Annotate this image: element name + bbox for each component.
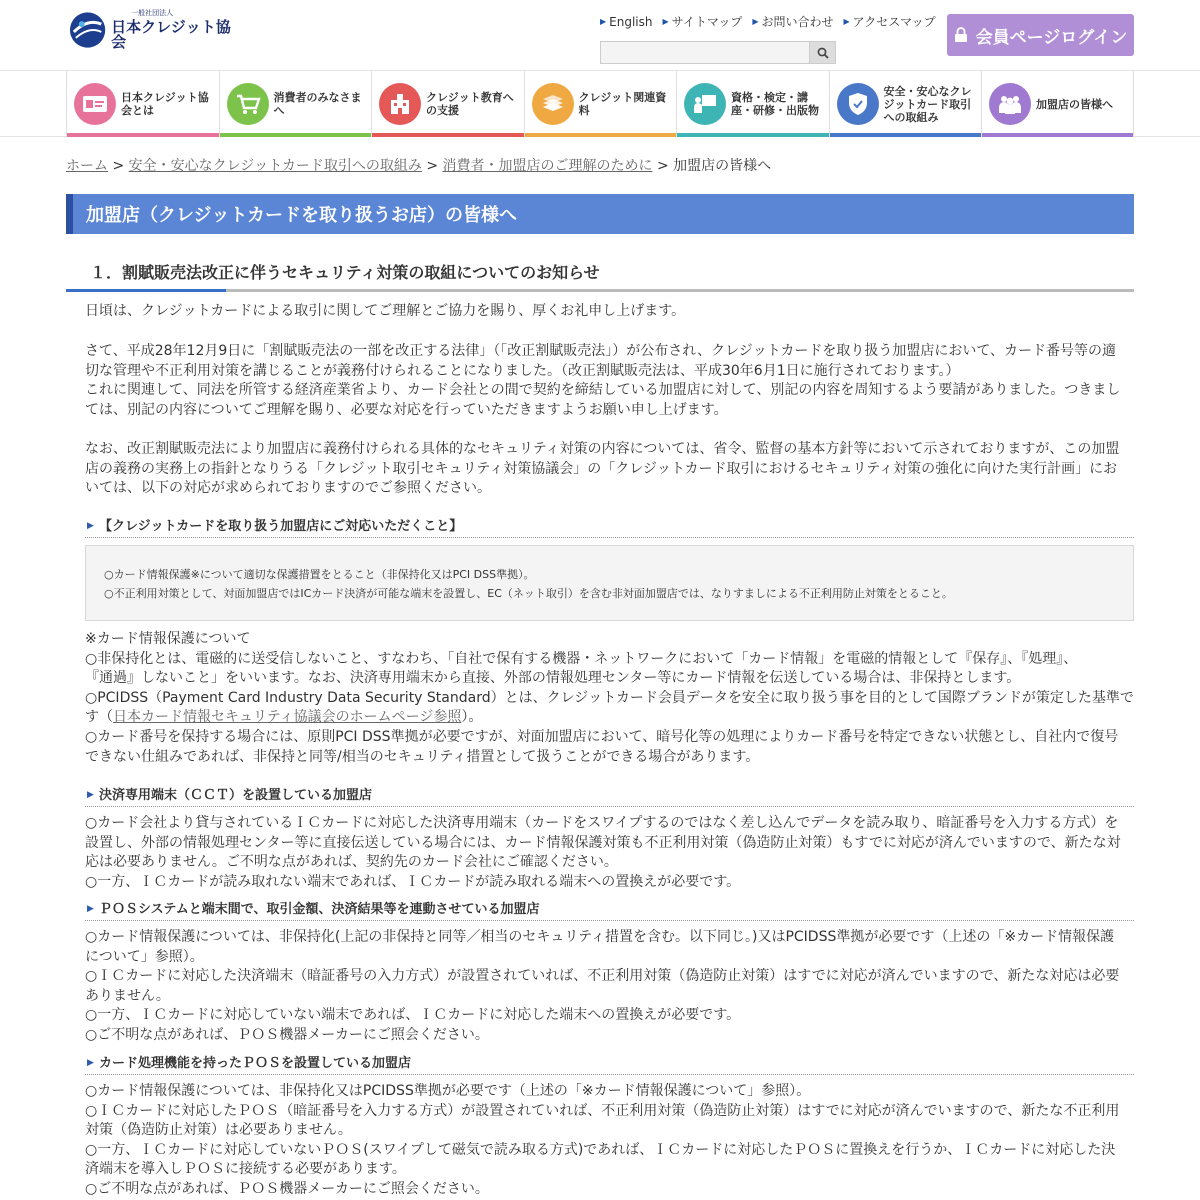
site-search [600,41,836,64]
required-line: ○カード情報保護※について適切な保護措置をとること（非保持化又はPCI DSS準拠）。 [104,568,535,581]
arrow-right-icon: ▶ [87,790,94,800]
cct-body [85,814,1135,892]
nav-label-merchants: 加盟店の皆様へ [1036,97,1113,111]
nav-accent-bar [525,133,677,137]
section-heading [66,252,1134,292]
pos-link-line: ○ＩＣカードに対応した決済端末（暗証番号の入力方式）が設置されていれば、不正利用対策（偽造防止対策）はすでに対応が済んでいますので、新たな対応は必要 [85,968,1120,985]
intro-line: 切な管理や不正利用対策を講じることが義務付けられることになりました。（改正割賦販売法は、平成30年6月1日に施行されております。） [85,362,960,379]
pos-card-line: ○ＩＣカードに対応したＰＯＳ（暗証番号を入力する方式）が設置されていれば、不正利用対策（偽造防止対策）はすでに対応が済んでいますので、新たな不正利用 [85,1102,1120,1119]
intro-paragraph-2 [85,342,1135,420]
logo-title: 日本クレジット協会 [111,18,231,51]
intro-paragraph-3 [85,440,1135,499]
intro-line: さて、平成28年12月9日に「割賦販売法の一部を改正する法律」（「改正割賦販売法」）が公布され、クレジットカードを取り扱う加盟店において、カード番号等の適 [85,343,1117,359]
utility-links [600,13,946,30]
jcdsc-homepage-link[interactable]: 日本カード情報セキュリティ協議会のホームページ参照 [113,709,462,726]
required-box [85,545,1134,621]
pos-link-line: ○一方、ＩＣカードに対応していない端末であれば、ＩＣカードに対応した端末への置換えが必要です。 [85,1007,741,1024]
pos-card-line: ○ご不明な点があれば、ＰＯＳ機器メーカーにご照会ください。 [85,1180,489,1197]
required-heading [85,518,1134,538]
nav-item-security[interactable] [829,71,982,137]
pos-link-line: について」参照）。 [85,948,204,965]
nav-item-qualifications[interactable] [676,71,829,137]
note-line [85,708,1135,728]
people-icon [989,83,1031,125]
access-map-link-label: アクセスマップ [852,15,936,29]
nav-item-merchants[interactable] [981,71,1134,137]
shopping-cart-icon [227,83,269,125]
logo-subtitle: 一般社団法人 [131,9,174,17]
breadcrumb-separator: > [108,158,129,174]
pos-card-line: 済端末を導入しＰＯＳに接続する必要があります。 [85,1161,406,1178]
intro-line: 店の義務の実務上の指針となりうる「クレジット取引セキュリティ対策協議会」の「クレジットカード取引におけるセキュリティ対策の強化に向けた実行計画」にお [85,460,1118,477]
breadcrumb-separator: > [421,158,443,174]
member-login-button[interactable] [947,14,1134,56]
search-icon [817,47,829,59]
intro-paragraph-1: 日頃は、クレジットカードによる取引に関してご理解とご協力を賜り、厚くお礼申し上げます。 [85,303,686,319]
section-heading-accent [66,289,226,292]
nav-label-qualifications: 資格・検定・講座・研修・出版物 [731,91,819,117]
nav-label-about: 日本クレジット協会とは [121,91,209,117]
site-header [0,0,1200,70]
cct-heading [85,787,1134,807]
page-title-bar [66,194,1134,234]
nav-accent-bar [982,133,1133,137]
required-heading-text: 【クレジットカードを取り扱う加盟店にご対応いただくこと】 [99,519,463,534]
note-line: ○非保持化とは、電磁的に送受信しないこと、すなわち、「自社で保有する機器・ネットワークにおいて「カード情報」を電磁的情報として『保存』、『処理』、 [85,650,1078,667]
section-title: １．割賦販売法改正に伴うセキュリティ対策の取組についてのお知らせ [90,263,600,282]
nav-item-education[interactable] [371,71,524,137]
pos-link-line: ○カード情報保護については、非保持化(上記の非保持と同等／相当のセキュリティ措置を含む。以下同じ。)又はPCIDSS準拠が必要です（上述の「※カード情報保護 [85,929,1115,945]
pos-link-heading [85,901,1134,921]
breadcrumb-home-link[interactable]: ホーム [66,158,108,174]
arrow-right-icon: ▶ [87,904,94,914]
lock-icon [954,27,968,43]
note-line: 『通過』しないこと」をいいます。なお、決済専用端末から直接、外部の情報処理センター等にカード情報を伝送している場合は、非保持とします。 [85,670,1021,687]
note-text: す（ [85,709,113,726]
contact-link[interactable] [752,13,833,30]
intro-line: いては、以下の対応が求められておりますのでご参照ください。 [85,480,491,497]
member-login-label: 会員ページログイン [975,27,1128,48]
access-map-link[interactable] [844,13,936,30]
nav-item-consumers[interactable] [219,71,372,137]
nav-label-education: クレジット教育への支援 [426,91,514,117]
note-line: ※カード情報保護について [85,631,251,647]
nav-label-consumers: 消費者のみなさまへ [273,91,362,117]
note-line: ○カード番号を保持する場合には、原則PCI DSS準拠が必要ですが、対面加盟店において、暗号化等の処理によりカード番号を特定できない状態とし、自社内で復号 [85,728,1119,745]
required-line: ○不正利用対策として、対面加盟店ではICカード決済が可能な端末を設置し、EC（ネット取引）を含む非対面加盟店では、なりすましによる不正利用防止対策をとること。 [104,587,953,600]
breadcrumb-separator: > [652,158,674,174]
cct-line: 応は必要ありません。ご不明な点があれば、契約先のカード会社にご確認ください。 [85,854,618,871]
pos-card-heading [85,1055,1134,1075]
contact-link-label: お問い合わせ [761,15,834,29]
breadcrumb-security-link[interactable]: 安全・安心なクレジットカード取引への取組み [128,158,422,174]
search-input[interactable] [600,41,810,64]
breadcrumb-current: 加盟店の皆様へ [673,158,772,174]
pos-link-body [85,928,1135,1046]
lecture-board-icon [684,83,726,125]
nav-label-security: 安全・安心なクレジットカード取引への取組み [883,84,972,124]
intro-line: なお、改正割賦販売法により加盟店に義務付けられる具体的なセキュリティ対策の内容については、省令、監督の基本方針等において示されておりますが、この加盟 [85,441,1120,457]
nav-item-materials[interactable] [524,71,677,137]
search-button[interactable] [810,41,836,64]
pos-card-heading-text: カード処理機能を持ったＰＯＳを設置している加盟店 [99,1056,412,1071]
logo-mark-icon [68,10,107,50]
pos-card-body [85,1082,1135,1200]
intro-line: ては、別記の内容についてご理解を賜り、必要な対応を行っていただきますようお願い申し上げます。 [85,401,728,418]
english-link[interactable] [600,13,653,30]
sitemap-link[interactable] [663,13,743,30]
arrow-right-icon: ▶ [662,17,669,26]
pos-link-heading-text: ＰＯＳシステムと端末間で、取引金額、決済結果等を連動させている加盟店 [99,902,540,917]
arrow-right-icon: ▶ [843,17,850,26]
cct-line: ○カード会社より貸与されているＩＣカードに対応した決済専用端末（カードをスワイプするのではなく差し込んでデータを読み取り、暗証番号を入力する方式）を [85,815,1119,831]
breadcrumb-understanding-link[interactable]: 消費者・加盟店のご理解のために [442,158,653,174]
pos-link-line: ありません。 [85,987,170,1004]
id-card-icon [74,83,116,125]
note-line: ○PCIDSS（Payment Card Industry Data Security Standard）とは、クレジットカード会員データを安全に取り扱う事を目的として国際ブランドが策定した基準で [85,689,1134,706]
arrow-right-icon: ▶ [87,1058,94,1068]
pos-card-line: 対策（偽造防止対策）は必要ありません。 [85,1122,352,1139]
breadcrumb [66,155,771,175]
cct-line: ○一方、ＩＣカードが読み取れない端末であれば、ＩＣカードが読み取れる端末への置換えが必要です。 [85,873,741,890]
nav-accent-bar [677,133,829,137]
nav-accent-bar [830,133,982,137]
arrow-right-icon: ▶ [87,521,94,531]
page-title: 加盟店（クレジットカードを取り扱うお店）の皆様へ [86,205,518,226]
nav-item-about[interactable] [66,71,219,137]
card-info-note [85,630,1135,767]
cct-heading-text: 決済専用端末（ＣＣＴ）を設置している加盟店 [99,788,373,803]
pos-link-line: ○ご不明な点があれば、ＰＯＳ機器メーカーにご照会ください。 [85,1026,489,1043]
nav-label-materials: クレジット関連資料 [578,91,667,117]
books-icon [532,83,574,125]
note-text: ）。 [461,709,483,726]
site-logo[interactable] [68,8,243,52]
nav-accent-bar [220,133,372,137]
school-building-icon [379,83,421,125]
english-link-label: English [609,14,653,29]
intro-line: これに関連して、同法を所管する経済産業省より、カード会社との間で契約を締結している加盟店に対して、別記の内容を周知するよう要請がありました。つきまし [85,382,1121,399]
pos-card-line: ○一方、ＩＣカードに対応していないＰＯＳ(スワイプして磁気で読み取る方式)であれば、ＩＣカードに対応したＰＯＳに置換えを行うか、ＩＣカードに対応した決 [85,1141,1116,1158]
arrow-right-icon: ▶ [752,17,759,26]
shield-icon [837,83,879,125]
nav-accent-bar [67,133,219,137]
nav-accent-bar [372,133,524,137]
global-nav [0,70,1200,137]
cct-line: 設置し、外部の情報処理センター等に直接伝送している場合には、カード情報保護対策も不正利用対策（偽造防止対策）もすでに対応が済んでいますので、新たな対 [85,834,1121,851]
arrow-right-icon: ▶ [600,17,607,26]
pos-card-line: ○カード情報保護については、非保持化又はPCIDSS準拠が必要です（上述の「※カード情報保護について」参照）。 [85,1083,811,1099]
sitemap-link-label: サイトマップ [671,15,743,29]
note-line: できない仕組みであれば、非保持と同等/相当のセキュリティ措置として扱うことができる場合があります。 [85,748,760,765]
